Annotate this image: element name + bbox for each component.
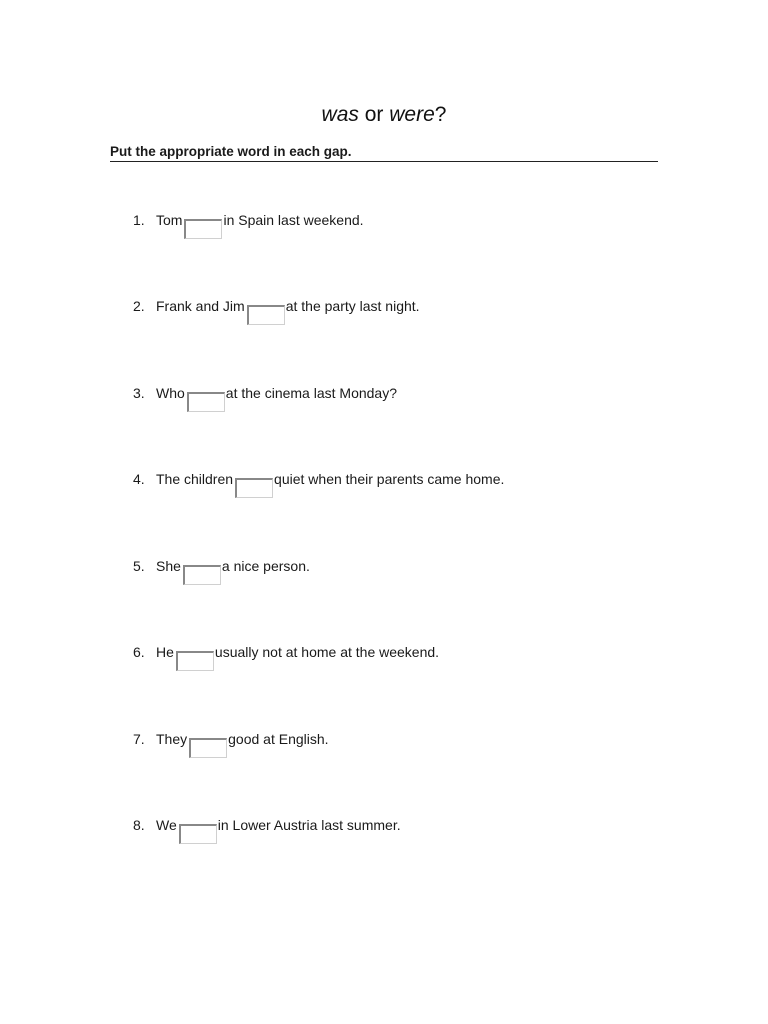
answer-input[interactable] bbox=[184, 219, 222, 239]
title-connector: or bbox=[358, 103, 390, 126]
question-text-before: He bbox=[156, 644, 174, 660]
answer-gap bbox=[179, 817, 217, 833]
question-item bbox=[133, 385, 397, 425]
question-text-after: a nice person. bbox=[221, 558, 310, 574]
answer-input[interactable] bbox=[179, 824, 217, 844]
answer-gap bbox=[247, 298, 285, 314]
question-number: 7. bbox=[133, 731, 145, 747]
question-text-before: Who bbox=[156, 385, 185, 401]
title-question-mark: ? bbox=[434, 103, 447, 126]
question-text-before: Tom bbox=[156, 212, 183, 228]
question-number: 5. bbox=[133, 558, 145, 574]
answer-gap bbox=[184, 212, 222, 228]
title-word-were: were bbox=[389, 103, 435, 126]
answer-gap bbox=[187, 385, 225, 401]
question-item bbox=[133, 212, 364, 252]
answer-gap bbox=[176, 644, 214, 660]
question-item bbox=[133, 731, 329, 771]
answer-input[interactable] bbox=[183, 565, 221, 585]
answer-input[interactable] bbox=[187, 392, 225, 412]
question-number: 4. bbox=[133, 471, 145, 487]
question-number: 6. bbox=[133, 644, 145, 660]
question-text-before: They bbox=[156, 731, 188, 747]
question-number: 2. bbox=[133, 298, 145, 314]
question-text-before: We bbox=[156, 817, 177, 833]
instruction-text: Put the appropriate word in each gap. bbox=[110, 144, 658, 162]
question-text-after: at the party last night. bbox=[285, 298, 420, 314]
question-text-after: in Lower Austria last summer. bbox=[217, 817, 401, 833]
question-item bbox=[133, 644, 439, 684]
question-item bbox=[133, 471, 504, 511]
page-title bbox=[0, 101, 768, 129]
question-number: 1. bbox=[133, 212, 145, 228]
question-text-after: usually not at home at the weekend. bbox=[214, 644, 440, 660]
answer-input[interactable] bbox=[176, 651, 214, 671]
question-text-after: at the cinema last Monday? bbox=[225, 385, 398, 401]
answer-gap bbox=[183, 558, 221, 574]
answer-input[interactable] bbox=[235, 478, 273, 498]
answer-input[interactable] bbox=[247, 305, 285, 325]
answer-input[interactable] bbox=[189, 738, 227, 758]
question-text-before: Frank and Jim bbox=[156, 298, 245, 314]
question-item bbox=[133, 298, 420, 338]
answer-gap bbox=[235, 471, 273, 487]
question-item bbox=[133, 558, 310, 598]
question-text-after: quiet when their parents came home. bbox=[274, 471, 505, 487]
question-text-after: good at English. bbox=[228, 731, 329, 747]
question-item bbox=[133, 817, 401, 857]
title-word-was: was bbox=[321, 103, 359, 126]
question-text-after: in Spain last weekend. bbox=[223, 212, 364, 228]
question-text-before: The children bbox=[156, 471, 234, 487]
answer-gap bbox=[189, 731, 227, 747]
question-number: 8. bbox=[133, 817, 145, 833]
question-number: 3. bbox=[133, 385, 145, 401]
question-text-before: She bbox=[156, 558, 181, 574]
